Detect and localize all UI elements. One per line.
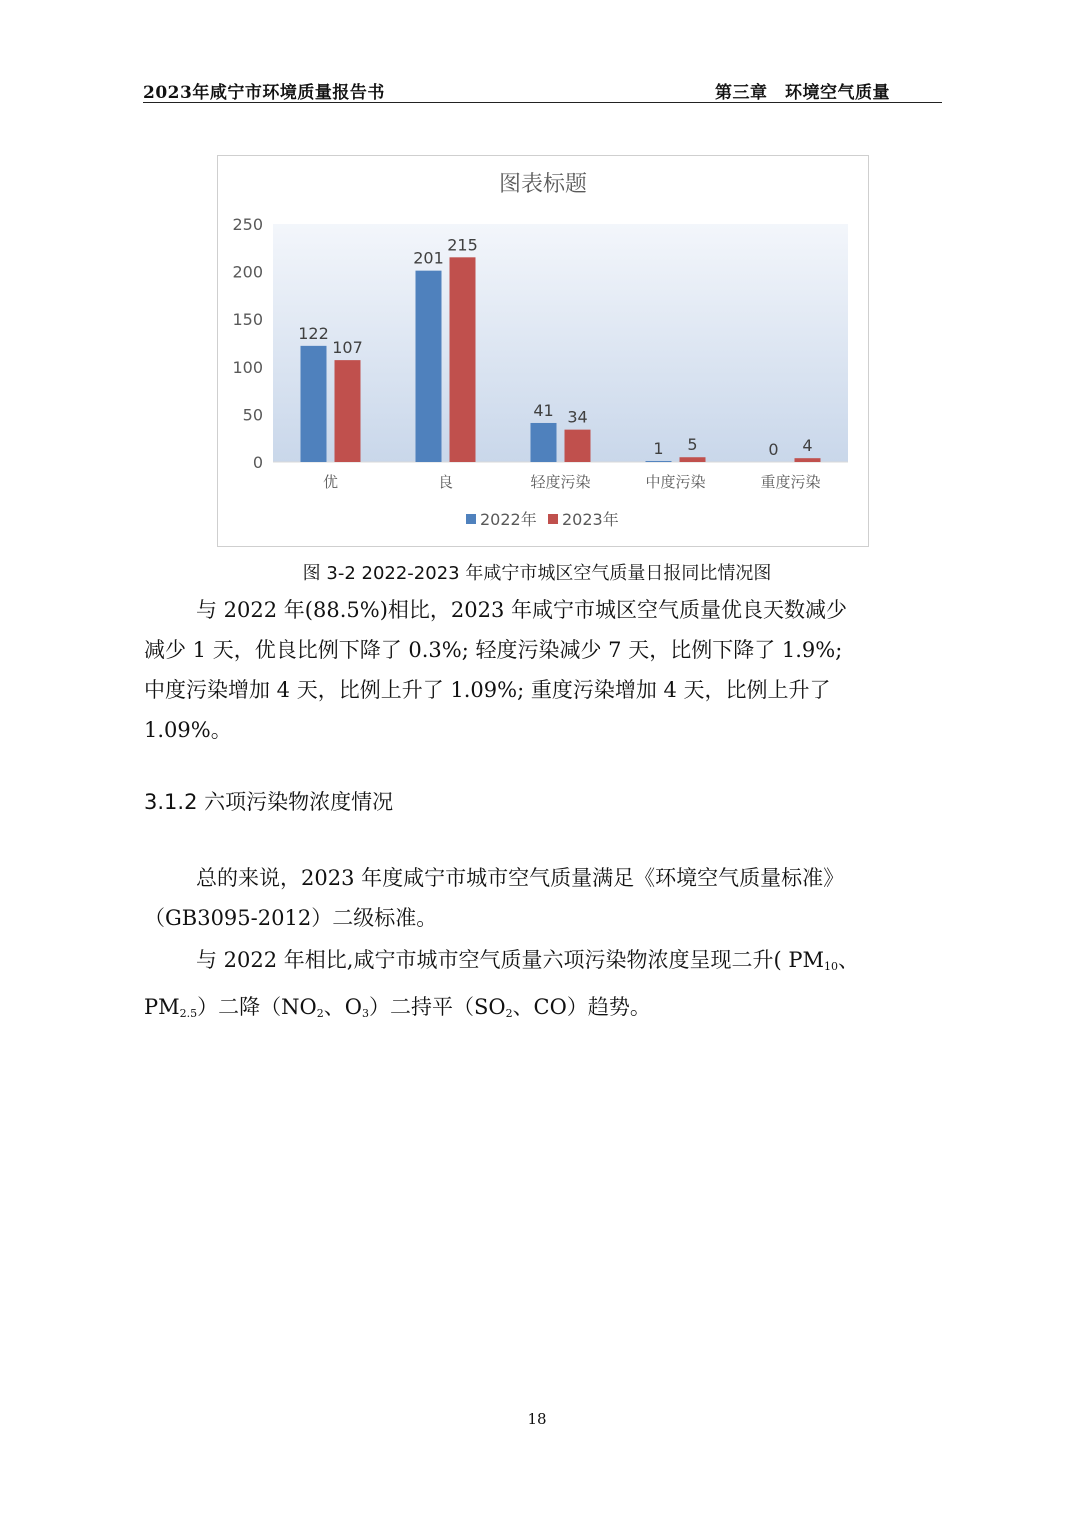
subscript: 2 (316, 1007, 324, 1020)
bar (795, 458, 821, 462)
data-label: 1 (653, 439, 664, 459)
legend-label: 2023年 (562, 510, 619, 529)
bar (416, 271, 442, 462)
x-tick-label: 中度污染 (645, 473, 706, 491)
page-header (143, 76, 942, 103)
data-label: 201 (413, 248, 444, 268)
paragraph-line (144, 940, 944, 987)
x-tick-label: 重度污染 (760, 473, 821, 491)
paragraph-line: 减少 1 天，优良比例下降了 0.3%; 轻度污染减少 7 天，比例下降了 1.9%; (144, 638, 843, 662)
text-run: 、CO）趋势。 (512, 995, 651, 1019)
paragraph-trend (144, 940, 944, 1034)
y-tick-label: 250 (232, 215, 263, 234)
bar (680, 457, 706, 462)
text-run: 与 2022 年相比,咸宁市城市空气质量六项污染物浓度呈现二升( PM (196, 948, 824, 972)
text-run: ）二持平（SO (368, 995, 506, 1019)
bar (335, 360, 361, 462)
bar (565, 430, 591, 462)
header-chapter-title: 第三章 环境空气质量 (715, 83, 890, 103)
x-axis-labels (323, 473, 821, 491)
paragraph-line: 与 2022 年(88.5%)相比，2023 年咸宁市城区空气质量优良天数减少 (196, 598, 848, 622)
bar (646, 461, 672, 462)
bar (301, 346, 327, 462)
legend-swatch (548, 514, 558, 524)
y-tick-label: 150 (232, 310, 263, 330)
x-tick-label: 优 (322, 473, 339, 491)
legend (466, 510, 619, 529)
bar-chart (217, 155, 869, 547)
y-tick-label: 0 (252, 453, 263, 472)
legend-swatch (466, 514, 476, 524)
paragraph-line: 1.09%。 (144, 718, 232, 742)
data-label: 34 (567, 407, 588, 427)
chart-title: 图表标题 (498, 172, 588, 197)
y-tick-label: 200 (232, 262, 263, 282)
bar (531, 423, 557, 462)
paragraph-line (144, 987, 944, 1034)
subscript: 2.5 (179, 1007, 198, 1020)
section-heading: 3.1.2 六项污染物浓度情况 (144, 790, 394, 814)
data-label: 5 (687, 435, 698, 455)
data-label: 4 (802, 436, 813, 456)
text-run: PM (144, 995, 180, 1019)
paragraph-line: 中度污染增加 4 天，比例上升了 1.09%; 重度污染增加 4 天，比例上升了 (144, 678, 831, 702)
paragraph-line: 总的来说，2023 年度咸宁市城市空气质量满足《环境空气质量标准》 (196, 866, 845, 890)
text-run: 、O (323, 995, 362, 1019)
chart-svg (218, 156, 868, 546)
text-run: ）二降（NO (197, 995, 317, 1019)
data-label: 0 (768, 440, 779, 459)
subscript: 3 (361, 1007, 369, 1020)
text-run: 、 (837, 948, 859, 972)
y-tick-label: 50 (242, 405, 263, 425)
page-number: 18 (527, 1410, 547, 1428)
subscript: 10 (823, 960, 838, 973)
x-tick-label: 轻度污染 (530, 473, 591, 491)
header-report-title: 2023年咸宁市环境质量报告书 (143, 83, 385, 103)
paragraph-line: （GB3095-2012）二级标准。 (144, 906, 438, 930)
figure-caption: 图 3-2 2022-2023 年咸宁市城区空气质量日报同比情况图 (302, 563, 772, 584)
y-tick-label: 100 (232, 357, 263, 377)
data-label: 215 (447, 235, 478, 255)
data-label: 107 (332, 338, 363, 358)
bar (450, 257, 476, 462)
subscript: 2 (505, 1007, 513, 1020)
x-tick-label: 良 (437, 473, 454, 491)
paragraph-summary (144, 858, 944, 938)
data-label: 41 (533, 400, 554, 420)
paragraph-comparison (144, 590, 944, 750)
data-label: 122 (298, 323, 329, 343)
legend-label: 2022年 (480, 510, 537, 529)
